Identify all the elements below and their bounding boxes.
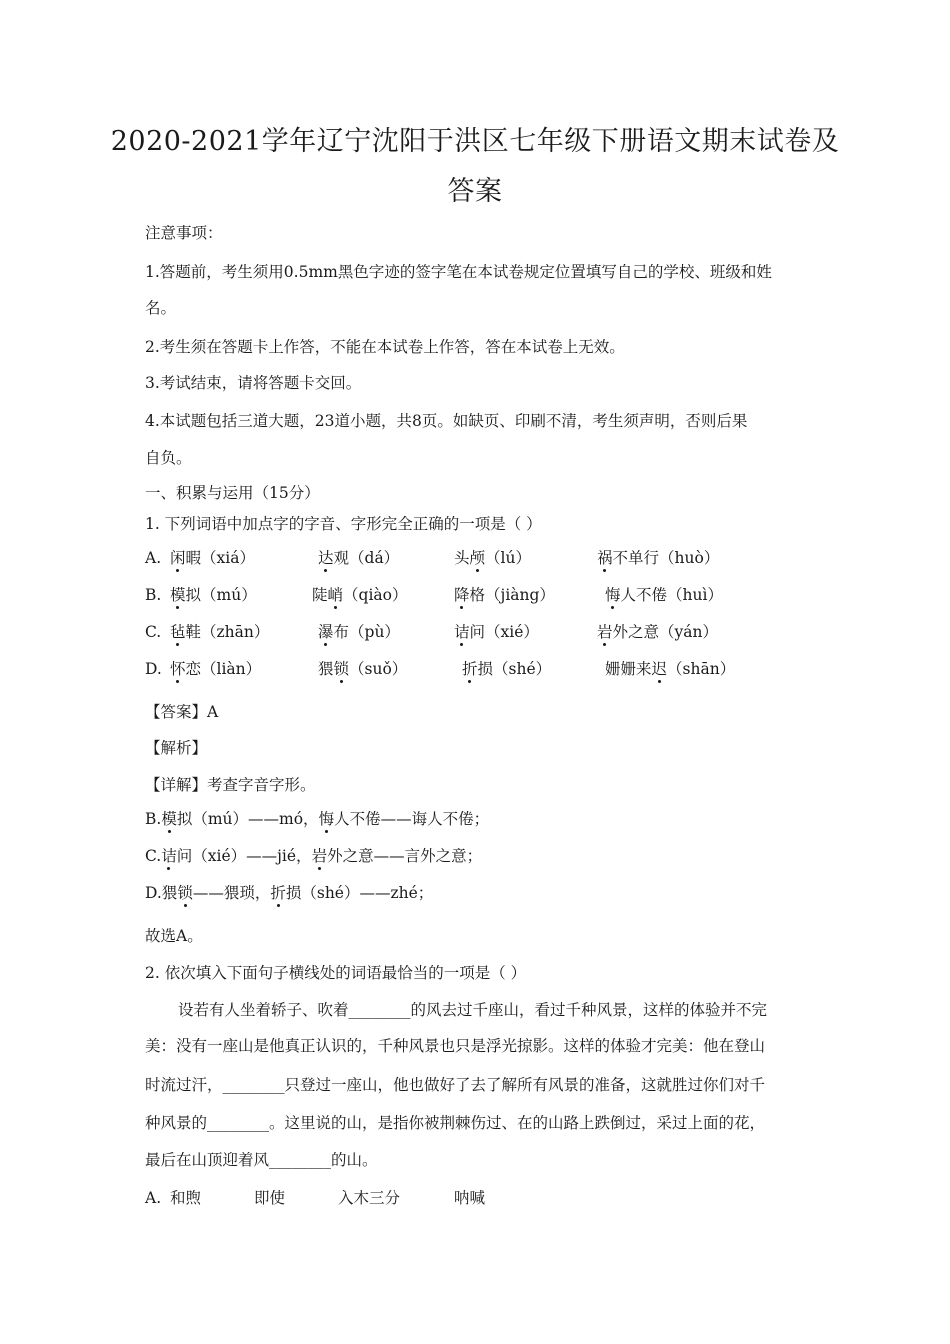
notice-item-4: 4.本试题包括三道大题，23道小题，共8页。如缺页、印刷不清，考生须声明，否则后果	[145, 412, 748, 430]
explanation-b: B.模拟（mú）——mó，悔人不倦——诲人不倦；	[145, 810, 490, 828]
option-a-label: A.	[145, 549, 162, 567]
analysis-label: 【解析】	[145, 739, 208, 757]
q2-option-a-word-3: 入木三分	[338, 1189, 401, 1207]
passage-line-5: 最后在山顶迎着风________的山。	[145, 1151, 378, 1169]
question-2-stem: 2. 依次填入下面句子横线处的词语最恰当的一项是（ ）	[145, 964, 527, 982]
option-d-label: D.	[145, 660, 162, 678]
dotted-char: 悔	[605, 586, 621, 604]
dotted-char: 模	[170, 586, 186, 604]
q2-option-a-label: A.	[145, 1189, 162, 1207]
q2-option-a-word-1: 和煦	[170, 1189, 202, 1207]
dotted-char: 峭	[327, 586, 344, 604]
dotted-char: 悔	[318, 810, 335, 828]
explanation-c: C.诘问（xié）——jié，岩外之意——言外之意；	[145, 847, 483, 865]
conclusion: 故选A。	[145, 927, 203, 945]
dotted-char: 锁	[177, 884, 193, 902]
q2-option-a-word-4: 呐喊	[454, 1189, 486, 1207]
option-a-word-1: 闲暇（xiá）	[170, 549, 255, 567]
question-1-stem: 1. 下列词语中加点字的字音、字形完全正确的一项是（ ）	[145, 515, 542, 533]
option-a-word-4: 祸不单行（huò）	[597, 549, 720, 567]
notice-item-4-continued: 自负。	[145, 449, 192, 467]
passage-line-4: 种风景的________。这里说的山，是指你被荆棘伤过、在的山路上跌倒过，采过上面的花，	[145, 1114, 766, 1132]
option-d-word-3: 折损（shé）	[462, 660, 552, 678]
dotted-char: 怀	[170, 660, 186, 678]
dotted-char: 颅	[469, 549, 486, 567]
passage-line-3: 时流过汗，________只登过一座山，他也做好了去了解所有风景的准备，这就胜过你们对千	[145, 1076, 766, 1094]
passage-line-2: 美：没有一座山是他真正认识的，千种风景也只是浮光掠影。这样的体验才完美：他在登山	[145, 1037, 766, 1055]
dotted-char: 岩	[311, 847, 328, 865]
option-a-word-3: 头颅（lú）	[454, 549, 531, 567]
dotted-char: 闲	[170, 549, 186, 567]
option-d-word-4: 姗姗来迟（shān）	[605, 660, 736, 678]
detail-label: 【详解】考查字音字形。	[145, 776, 316, 794]
option-c-word-3: 诘问（xié）	[454, 623, 539, 641]
option-b-word-2: 陡峭（qiào）	[312, 586, 408, 604]
option-d-word-2: 猥锁（suǒ）	[318, 660, 408, 678]
dotted-char: 诘	[454, 623, 470, 641]
page-title-continued: 答案	[447, 176, 503, 207]
notice-item-3: 3.考试结束，请将答题卡交回。	[145, 374, 362, 392]
option-b-label: B.	[145, 586, 162, 604]
option-d-word-1: 怀恋（liàn）	[170, 660, 262, 678]
q2-option-a-word-2: 即使	[254, 1189, 286, 1207]
option-c-label: C.	[145, 623, 162, 641]
notice-item-1: 1.答题前，考生须用0.5mm黑色字迹的签字笔在本试卷规定位置填写自己的学校、班级和姓	[145, 263, 772, 281]
dotted-char: 折	[462, 660, 478, 678]
dotted-char: 折	[270, 884, 286, 902]
explanation-d: D.猥锁——猥琐，折损（shé）——zhé；	[145, 884, 434, 902]
notice-item-2: 2.考生须在答题卡上作答，不能在本试卷上作答，答在本试卷上无效。	[145, 338, 625, 356]
option-b-word-1: 模拟（mú）	[170, 586, 257, 604]
dotted-char: 达	[318, 549, 334, 567]
page-title: 2020-2021学年辽宁沈阳于洪区七年级下册语文期末试卷及	[110, 126, 840, 157]
passage-line-1: 设若有人坐着轿子、吹着________的风去过千座山，看过千种风景，这样的体验并不完	[178, 1001, 768, 1019]
answer-label: 【答案】A	[145, 703, 219, 721]
option-b-word-3: 降格（jiàng）	[454, 586, 555, 604]
dotted-char: 毡	[170, 623, 186, 641]
dotted-char: 祸	[597, 549, 613, 567]
dotted-char: 诘	[161, 847, 177, 865]
option-c-word-1: 毡鞋（zhān）	[170, 623, 270, 641]
dotted-char: 锁	[333, 660, 350, 678]
notice-heading: 注意事项：	[145, 224, 223, 242]
dotted-char: 瀑	[318, 623, 334, 641]
dotted-char: 降	[454, 586, 470, 604]
option-a-word-2: 达观（dá）	[318, 549, 400, 567]
option-b-word-4: 悔人不倦（huì）	[605, 586, 723, 604]
dotted-char: 岩	[597, 623, 613, 641]
notice-item-1-continued: 名。	[145, 299, 177, 317]
dotted-char: 模	[161, 810, 177, 828]
dotted-char: 迟	[651, 660, 668, 678]
section-heading: 一、积累与运用（15分）	[145, 484, 320, 502]
option-c-word-2: 瀑布（pù）	[318, 623, 400, 641]
option-c-word-4: 岩外之意（yán）	[597, 623, 718, 641]
